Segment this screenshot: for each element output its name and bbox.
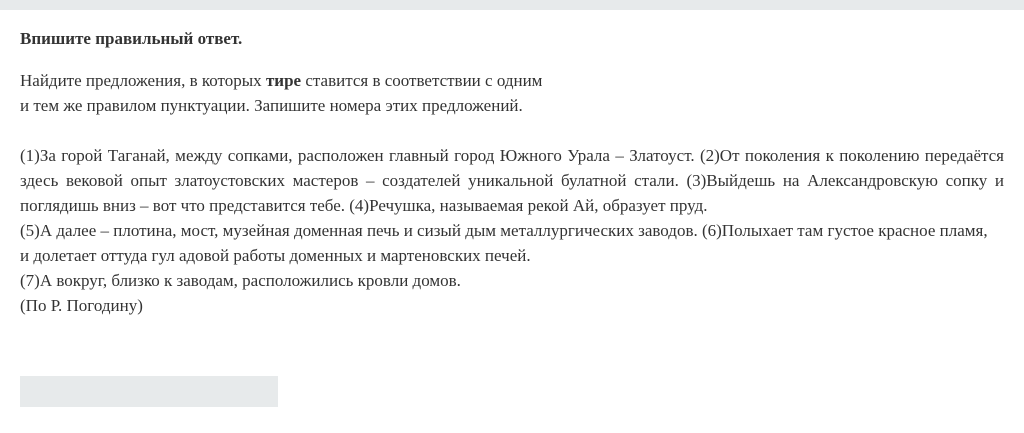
- text-paragraph-2: (5)А далее – плотина, мост, музейная доменная печь и сизый дым металлургических заводов. (6)Полыхает там густое красное пламя,: [20, 221, 988, 240]
- answer-input[interactable]: [20, 376, 278, 407]
- task-line-1-end: ставится в соответствии с одним: [301, 71, 543, 90]
- source-text: [20, 143, 1004, 318]
- task-line-2: и тем же правилом пунктуации. Запишите номера этих предложений.: [20, 96, 523, 115]
- task-line-1: [20, 68, 1004, 93]
- question-content: [20, 26, 1004, 318]
- top-bar: [0, 0, 1024, 10]
- text-paragraph-3: и долетает оттуда гул адовой работы доменных и мартеновских печей.: [20, 246, 531, 265]
- task-line-1-start: Найдите предложения, в которых: [20, 71, 266, 90]
- task-instructions: [20, 68, 1004, 118]
- task-keyword: тире: [265, 71, 302, 90]
- text-source: (По Р. Погодину): [20, 296, 143, 315]
- text-paragraph-1: (1)За горой Таганай, между сопками, расположен главный город Южного Урала – Златоуст. (2)От поколения к поколению передаётся здесь вековой опыт златоустовских мастеров – создателей уникальной булатной стали. (3)Выйдешь на Александровскую сопку и поглядишь вниз – вот что представится тебе. (4)Речушка, называемая рекой Ай, образует пруд.: [20, 146, 1004, 215]
- question-heading: Впишите правильный ответ.: [20, 29, 243, 48]
- text-paragraph-4: (7)А вокруг, близко к заводам, расположились кровли домов.: [20, 271, 461, 290]
